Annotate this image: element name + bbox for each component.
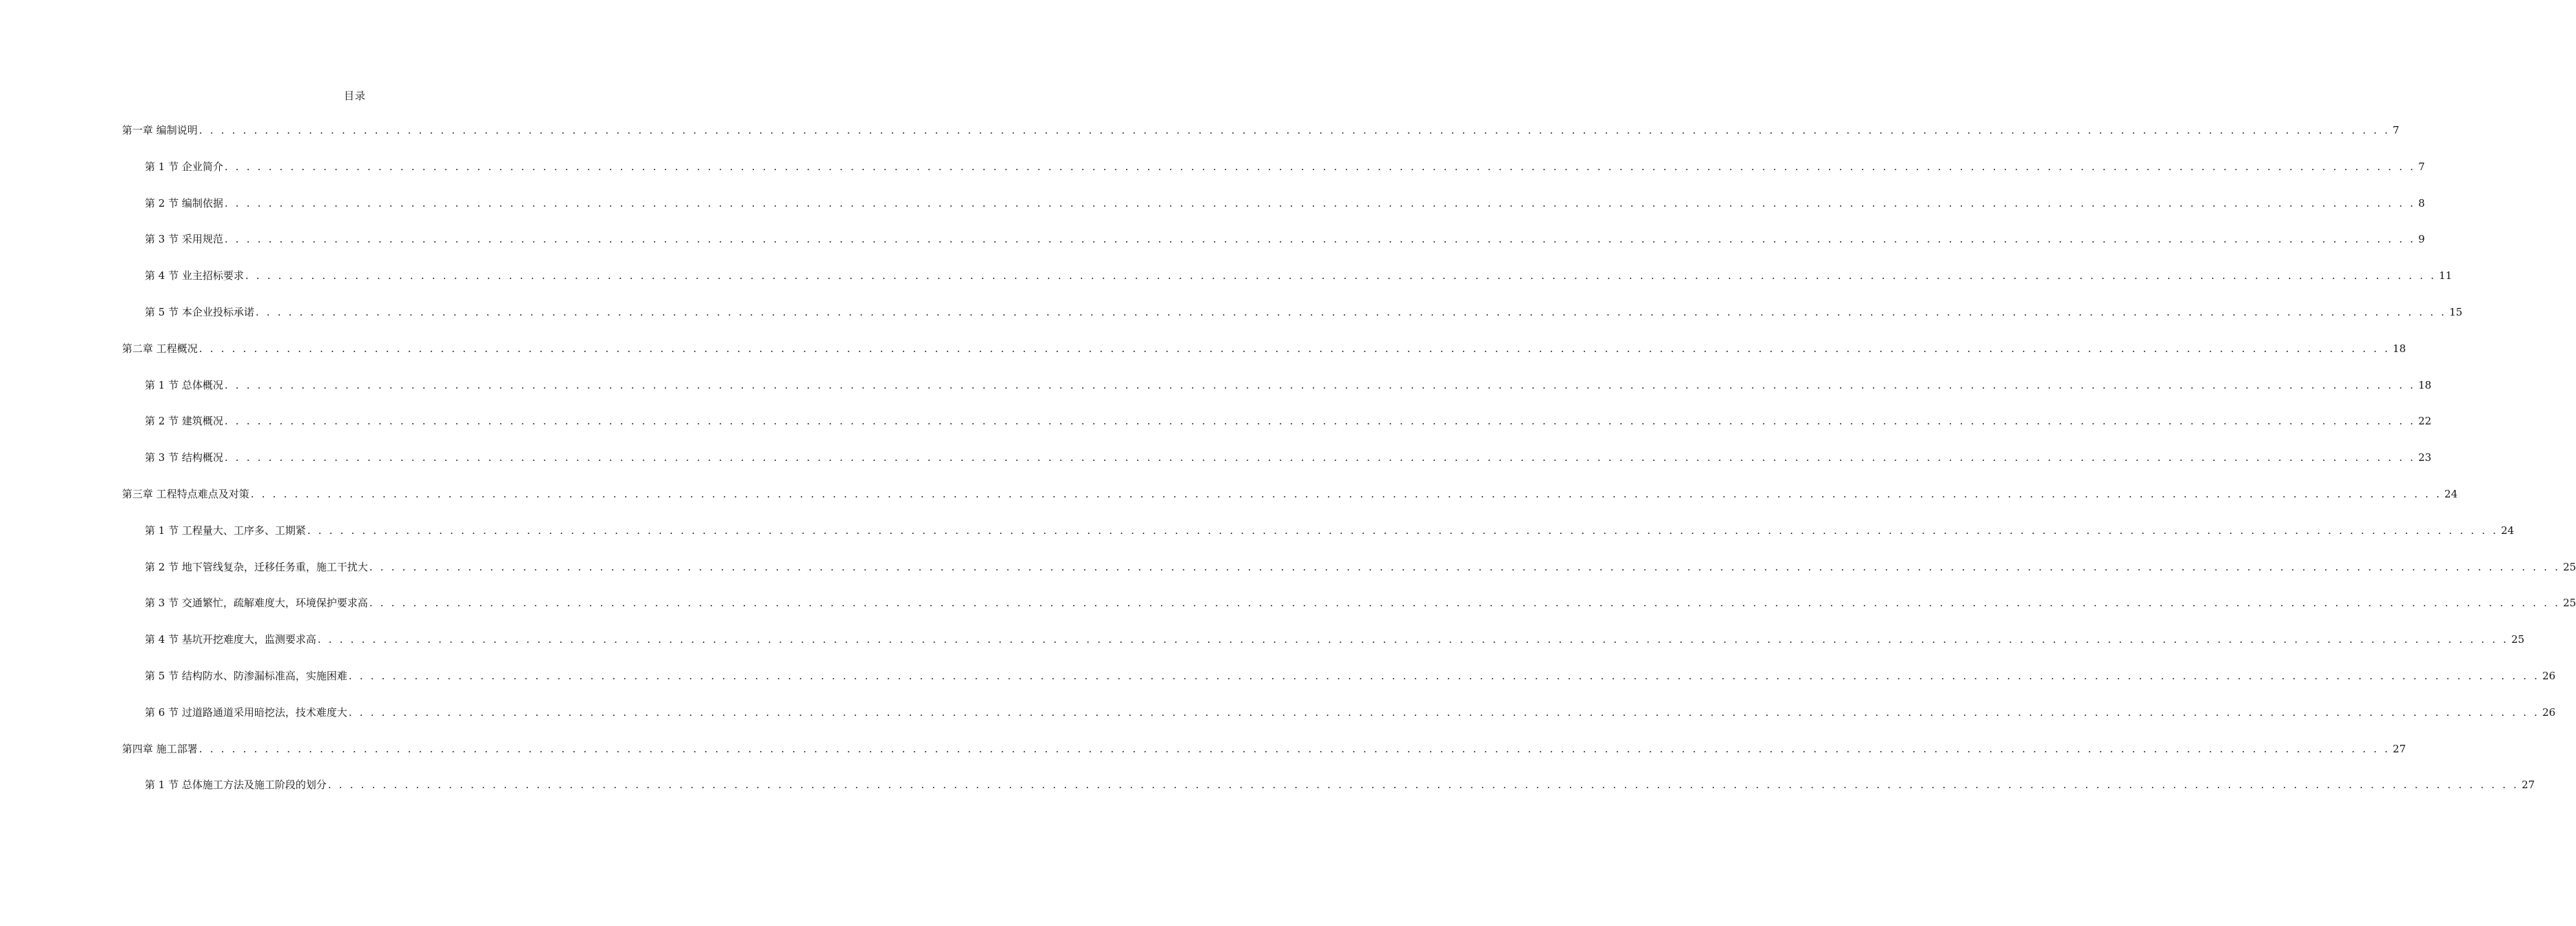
toc-entry-label: 第一章 编制说明 <box>122 124 198 136</box>
toc-entry-label: 第 3 节 结构概况 <box>145 451 223 464</box>
toc-entry-label: 第 1 节 工程量大、工序多、工期紧 <box>145 524 306 537</box>
toc-chapter-entry[interactable] <box>122 341 2406 356</box>
toc-page-number: 7 <box>2393 124 2400 136</box>
toc-section-entry[interactable] <box>145 413 2432 429</box>
toc-dot-leader: . . . . . . . . . . . . . . . . . . . . . . . . . . . . . . . . . . . . . . . . . . . . . . . . . . . . . . . . . . . . . . . . . . . . . . . . . . . . . . . . . . . . . . . . . . . . . . . . . . . . . . . . . . . . . . . . . . . . . . . . . . . . . . . . . . . . . . . . . . . . . . . . . . . . . . . . . . . . . . . . . . . . . . . . . . . . . . . . . . . . . . . . . . . . . . . . . . . . . . . . <box>327 779 2519 792</box>
toc-entry-label: 第 2 节 地下管线复杂，迁移任务重，施工干扰大 <box>145 560 368 573</box>
toc-entry-label: 第 5 节 本企业投标承诺 <box>145 306 254 318</box>
toc-entry-label: 第三章 工程特点难点及对策 <box>122 488 249 500</box>
toc-section-entry[interactable] <box>145 523 2515 538</box>
toc-section-entry[interactable] <box>145 378 2432 393</box>
toc-dot-leader: . . . . . . . . . . . . . . . . . . . . . . . . . . . . . . . . . . . . . . . . . . . . . . . . . . . . . . . . . . . . . . . . . . . . . . . . . . . . . . . . . . . . . . . . . . . . . . . . . . . . . . . . . . . . . . . . . . . . . . . . . . . . . . . . . . . . . . . . . . . . . . . . . . . . . . . . . . . . . . . . . . . . . . . . . . . . . . . . . . . . . . . . . . . . . . . . . . . . . . . . <box>250 488 2442 500</box>
toc-dot-leader: . . . . . . . . . . . . . . . . . . . . . . . . . . . . . . . . . . . . . . . . . . . . . . . . . . . . . . . . . . . . . . . . . . . . . . . . . . . . . . . . . . . . . . . . . . . . . . . . . . . . . . . . . . . . . . . . . . . . . . . . . . . . . . . . . . . . . . . . . . . . . . . . . . . . . . . . . . . . . . . . . . . . . . . . . . . . . . . . . . . . . . . . . . . . . . . . . . . . . . . . <box>369 560 2561 573</box>
toc-page-number: 27 <box>2522 779 2535 792</box>
toc-page-number: 25 <box>2511 633 2525 646</box>
toc-entry-label: 第二章 工程概况 <box>122 342 198 355</box>
toc-page-number: 15 <box>2449 306 2463 318</box>
toc-page-number: 25 <box>2563 560 2576 573</box>
toc-section-entry[interactable] <box>145 232 2425 247</box>
toc-dot-leader: . . . . . . . . . . . . . . . . . . . . . . . . . . . . . . . . . . . . . . . . . . . . . . . . . . . . . . . . . . . . . . . . . . . . . . . . . . . . . . . . . . . . . . . . . . . . . . . . . . . . . . . . . . . . . . . . . . . . . . . . . . . . . . . . . . . . . . . . . . . . . . . . . . . . . . . . . . . . . . . . . . . . . . . . . . . . . . . . . . . . . . . . . . . . . . . . . . . . . . . . <box>348 706 2540 719</box>
toc-page-number: 27 <box>2393 742 2406 755</box>
toc-section-entry[interactable] <box>145 450 2432 465</box>
toc-page-number: 18 <box>2393 342 2406 355</box>
toc-section-entry[interactable] <box>145 705 2556 720</box>
toc-chapter-entry[interactable] <box>122 123 2400 138</box>
toc-section-entry[interactable] <box>145 268 2453 283</box>
toc-dot-leader: . . . . . . . . . . . . . . . . . . . . . . . . . . . . . . . . . . . . . . . . . . . . . . . . . . . . . . . . . . . . . . . . . . . . . . . . . . . . . . . . . . . . . . . . . . . . . . . . . . . . . . . . . . . . . . . . . . . . . . . . . . . . . . . . . . . . . . . . . . . . . . . . . . . . . . . . . . . . . . . . . . . . . . . . . . . . . . . . . . . . . . . . . . . . . . . . . . . . . . . . <box>317 633 2509 646</box>
toc-dot-leader: . . . . . . . . . . . . . . . . . . . . . . . . . . . . . . . . . . . . . . . . . . . . . . . . . . . . . . . . . . . . . . . . . . . . . . . . . . . . . . . . . . . . . . . . . . . . . . . . . . . . . . . . . . . . . . . . . . . . . . . . . . . . . . . . . . . . . . . . . . . . . . . . . . . . . . . . . . . . . . . . . . . . . . . . . . . . . . . . . . . . . . . . . . . . . . . . . . . . . . . . <box>369 597 2561 610</box>
toc-page-number: 9 <box>2418 233 2425 246</box>
toc-dot-leader: . . . . . . . . . . . . . . . . . . . . . . . . . . . . . . . . . . . . . . . . . . . . . . . . . . . . . . . . . . . . . . . . . . . . . . . . . . . . . . . . . . . . . . . . . . . . . . . . . . . . . . . . . . . . . . . . . . . . . . . . . . . . . . . . . . . . . . . . . . . . . . . . . . . . . . . . . . . . . . . . . . . . . . . . . . . . . . . . . . . . . . . . . . . . . . . . . . . . . . . . <box>224 451 2416 464</box>
toc-entry-label: 第四章 施工部署 <box>122 742 198 755</box>
toc-entry-label: 第 4 节 基坑开挖难度大，监测要求高 <box>145 633 316 646</box>
toc-dot-leader: . . . . . . . . . . . . . . . . . . . . . . . . . . . . . . . . . . . . . . . . . . . . . . . . . . . . . . . . . . . . . . . . . . . . . . . . . . . . . . . . . . . . . . . . . . . . . . . . . . . . . . . . . . . . . . . . . . . . . . . . . . . . . . . . . . . . . . . . . . . . . . . . . . . . . . . . . . . . . . . . . . . . . . . . . . . . . . . . . . . . . . . . . . . . . . . . . . . . . . . . <box>224 233 2416 246</box>
toc-page-number: 24 <box>2444 488 2458 500</box>
toc-entry-label: 第 1 节 总体施工方法及施工阶段的划分 <box>145 779 327 792</box>
toc-entry-label: 第 4 节 业主招标要求 <box>145 269 244 282</box>
toc-dot-leader: . . . . . . . . . . . . . . . . . . . . . . . . . . . . . . . . . . . . . . . . . . . . . . . . . . . . . . . . . . . . . . . . . . . . . . . . . . . . . . . . . . . . . . . . . . . . . . . . . . . . . . . . . . . . . . . . . . . . . . . . . . . . . . . . . . . . . . . . . . . . . . . . . . . . . . . . . . . . . . . . . . . . . . . . . . . . . . . . . . . . . . . . . . . . . . . . . . . . . . . . <box>224 378 2416 391</box>
toc-entry-label: 第 1 节 总体概况 <box>145 378 223 391</box>
toc-page-number: 18 <box>2418 378 2432 391</box>
toc-page-number: 23 <box>2418 451 2432 464</box>
toc-entry-label: 第 1 节 企业简介 <box>145 160 223 173</box>
toc-chapter-entry[interactable] <box>122 486 2458 502</box>
toc-section-entry[interactable] <box>145 305 2463 320</box>
toc-entry-label: 第 6 节 过道路通道采用暗挖法，技术难度大 <box>145 706 347 719</box>
toc-chapter-entry[interactable] <box>122 741 2406 757</box>
toc-page-number: 26 <box>2542 670 2556 682</box>
toc-page-number: 11 <box>2439 269 2453 282</box>
toc-title: 目录 <box>343 90 366 102</box>
toc-dot-leader: . . . . . . . . . . . . . . . . . . . . . . . . . . . . . . . . . . . . . . . . . . . . . . . . . . . . . . . . . . . . . . . . . . . . . . . . . . . . . . . . . . . . . . . . . . . . . . . . . . . . . . . . . . . . . . . . . . . . . . . . . . . . . . . . . . . . . . . . . . . . . . . . . . . . . . . . . . . . . . . . . . . . . . . . . . . . . . . . . . . . . . . . . . . . . . . . . . . . . . . . <box>198 124 2391 136</box>
toc-section-entry[interactable] <box>145 196 2425 211</box>
toc-entry-label: 第 5 节 结构防水、防渗漏标准高，实施困难 <box>145 670 347 682</box>
toc-dot-leader: . . . . . . . . . . . . . . . . . . . . . . . . . . . . . . . . . . . . . . . . . . . . . . . . . . . . . . . . . . . . . . . . . . . . . . . . . . . . . . . . . . . . . . . . . . . . . . . . . . . . . . . . . . . . . . . . . . . . . . . . . . . . . . . . . . . . . . . . . . . . . . . . . . . . . . . . . . . . . . . . . . . . . . . . . . . . . . . . . . . . . . . . . . . . . . . . . . . . . . . . <box>198 342 2391 355</box>
toc-section-entry[interactable] <box>145 777 2535 792</box>
toc-entry-label: 第 3 节 交通繁忙，疏解难度大，环境保护要求高 <box>145 597 368 610</box>
toc-section-entry[interactable] <box>145 595 2576 610</box>
toc-dot-leader: . . . . . . . . . . . . . . . . . . . . . . . . . . . . . . . . . . . . . . . . . . . . . . . . . . . . . . . . . . . . . . . . . . . . . . . . . . . . . . . . . . . . . . . . . . . . . . . . . . . . . . . . . . . . . . . . . . . . . . . . . . . . . . . . . . . . . . . . . . . . . . . . . . . . . . . . . . . . . . . . . . . . . . . . . . . . . . . . . . . . . . . . . . . . . . . . . . . . . . . . <box>348 670 2540 682</box>
toc-dot-leader: . . . . . . . . . . . . . . . . . . . . . . . . . . . . . . . . . . . . . . . . . . . . . . . . . . . . . . . . . . . . . . . . . . . . . . . . . . . . . . . . . . . . . . . . . . . . . . . . . . . . . . . . . . . . . . . . . . . . . . . . . . . . . . . . . . . . . . . . . . . . . . . . . . . . . . . . . . . . . . . . . . . . . . . . . . . . . . . . . . . . . . . . . . . . . . . . . . . . . . . . <box>198 742 2391 755</box>
toc-page-number: 8 <box>2418 196 2425 209</box>
toc-entry-label: 第 3 节 采用规范 <box>145 233 223 246</box>
toc-dot-leader: . . . . . . . . . . . . . . . . . . . . . . . . . . . . . . . . . . . . . . . . . . . . . . . . . . . . . . . . . . . . . . . . . . . . . . . . . . . . . . . . . . . . . . . . . . . . . . . . . . . . . . . . . . . . . . . . . . . . . . . . . . . . . . . . . . . . . . . . . . . . . . . . . . . . . . . . . . . . . . . . . . . . . . . . . . . . . . . . . . . . . . . . . . . . . . . . . . . . . . . . <box>224 160 2416 173</box>
toc-section-entry[interactable] <box>145 632 2525 647</box>
toc-page-number: 26 <box>2542 706 2556 719</box>
toc-entry-label: 第 2 节 建筑概况 <box>145 415 223 428</box>
toc-dot-leader: . . . . . . . . . . . . . . . . . . . . . . . . . . . . . . . . . . . . . . . . . . . . . . . . . . . . . . . . . . . . . . . . . . . . . . . . . . . . . . . . . . . . . . . . . . . . . . . . . . . . . . . . . . . . . . . . . . . . . . . . . . . . . . . . . . . . . . . . . . . . . . . . . . . . . . . . . . . . . . . . . . . . . . . . . . . . . . . . . . . . . . . . . . . . . . . . . . . . . . . . <box>224 415 2416 428</box>
toc-page-number: 22 <box>2418 415 2432 428</box>
toc-dot-leader: . . . . . . . . . . . . . . . . . . . . . . . . . . . . . . . . . . . . . . . . . . . . . . . . . . . . . . . . . . . . . . . . . . . . . . . . . . . . . . . . . . . . . . . . . . . . . . . . . . . . . . . . . . . . . . . . . . . . . . . . . . . . . . . . . . . . . . . . . . . . . . . . . . . . . . . . . . . . . . . . . . . . . . . . . . . . . . . . . . . . . . . . . . . . . . . . . . . . . . . . <box>307 524 2499 537</box>
toc-page-number: 25 <box>2563 597 2576 610</box>
toc-section-entry[interactable] <box>145 159 2425 174</box>
toc-page-number: 7 <box>2418 160 2425 173</box>
toc-dot-leader: . . . . . . . . . . . . . . . . . . . . . . . . . . . . . . . . . . . . . . . . . . . . . . . . . . . . . . . . . . . . . . . . . . . . . . . . . . . . . . . . . . . . . . . . . . . . . . . . . . . . . . . . . . . . . . . . . . . . . . . . . . . . . . . . . . . . . . . . . . . . . . . . . . . . . . . . . . . . . . . . . . . . . . . . . . . . . . . . . . . . . . . . . . . . . . . . . . . . . . . . <box>224 196 2416 209</box>
toc-dot-leader: . . . . . . . . . . . . . . . . . . . . . . . . . . . . . . . . . . . . . . . . . . . . . . . . . . . . . . . . . . . . . . . . . . . . . . . . . . . . . . . . . . . . . . . . . . . . . . . . . . . . . . . . . . . . . . . . . . . . . . . . . . . . . . . . . . . . . . . . . . . . . . . . . . . . . . . . . . . . . . . . . . . . . . . . . . . . . . . . . . . . . . . . . . . . . . . . . . . . . . . . <box>245 269 2437 282</box>
toc-dot-leader: . . . . . . . . . . . . . . . . . . . . . . . . . . . . . . . . . . . . . . . . . . . . . . . . . . . . . . . . . . . . . . . . . . . . . . . . . . . . . . . . . . . . . . . . . . . . . . . . . . . . . . . . . . . . . . . . . . . . . . . . . . . . . . . . . . . . . . . . . . . . . . . . . . . . . . . . . . . . . . . . . . . . . . . . . . . . . . . . . . . . . . . . . . . . . . . . . . . . . . . . <box>255 306 2447 318</box>
toc-section-entry[interactable] <box>145 559 2576 575</box>
toc-section-entry[interactable] <box>145 668 2556 683</box>
toc-page-number: 24 <box>2501 524 2515 537</box>
toc-entry-label: 第 2 节 编制依据 <box>145 196 223 209</box>
